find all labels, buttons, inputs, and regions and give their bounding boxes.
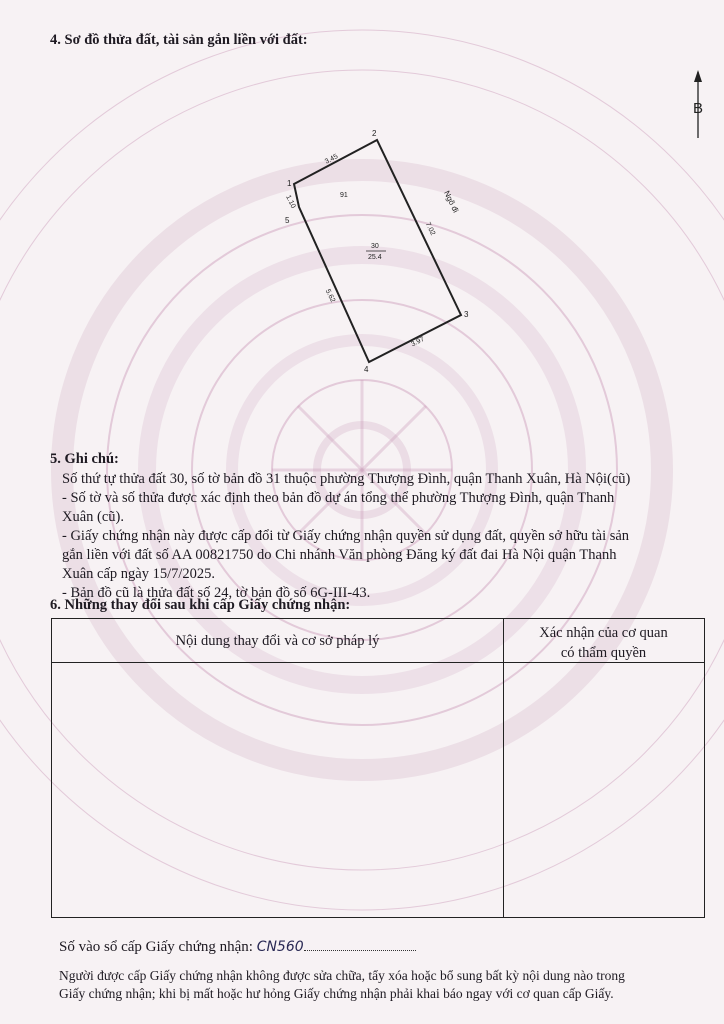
- vertex-2: 2: [372, 129, 377, 138]
- section-5-title: 5. Ghi chú:: [50, 451, 119, 467]
- section-6-title: 6. Những thay đổi sau khi cấp Giấy chứng nhận:: [50, 597, 351, 613]
- edge-1-2: 3.45: [323, 153, 340, 166]
- edge-4-5: 5.62: [323, 288, 337, 304]
- edge-2-3: 7.02: [423, 221, 437, 237]
- section-4-title: 4. Sơ đồ thửa đất, tài sản gắn liền với đất:: [50, 32, 308, 48]
- column-header-confirmation-line2: có thẩm quyền: [560, 645, 647, 661]
- note-line: - Số tờ và số thửa được xác định theo bản đồ dự án tổng thể phường Thượng Đình, quận Thanh: [62, 490, 615, 506]
- north-label: B: [693, 100, 704, 117]
- vertex-4: 4: [364, 365, 369, 374]
- register-line: [59, 939, 416, 956]
- footer-note-line-2: Giấy chứng nhận; khi bị mất hoặc hư hỏng Giấy chứng nhận phải khai báo ngay với cơ quan cấp Giấy.: [59, 986, 614, 1001]
- note-line: Xuân (cũ).: [62, 509, 125, 525]
- footer-note-line-1: Người được cấp Giấy chứng nhận không được sửa chữa, tẩy xóa hoặc bổ sung bất kỳ nội dung nào trong: [59, 968, 625, 983]
- register-label: Số vào sổ cấp Giấy chứng nhận:: [59, 939, 253, 955]
- parcel-area: 25.4: [368, 254, 382, 261]
- note-line: gắn liền với đất số AA 00821750 do Chi nhánh Văn phòng Đăng ký đất đai Hà Nội quận Thanh: [62, 547, 617, 563]
- column-header-content: Nội dung thay đổi và cơ sở pháp lý: [175, 633, 380, 649]
- edge-5-1: 1.10: [284, 194, 297, 210]
- neighbor-number: 91: [340, 192, 348, 199]
- changes-table: [51, 618, 705, 918]
- vertex-1: 1: [287, 179, 292, 188]
- register-dotted-line: [304, 939, 416, 951]
- note-line: Số thứ tự thửa đất 30, số tờ bản đồ 31 thuộc phường Thượng Đình, quận Thanh Xuân, Hà Nội(cũ): [62, 471, 631, 487]
- notes-block: [62, 470, 630, 603]
- column-header-confirmation: [503, 623, 704, 663]
- parcel-diagram: [0, 60, 724, 390]
- register-number: CN560: [256, 939, 304, 955]
- road-label: Ngõ đi: [442, 189, 461, 215]
- vertex-5: 5: [285, 216, 290, 225]
- column-header-confirmation-line1: Xác nhận của cơ quan: [539, 625, 668, 641]
- note-line: - Giấy chứng nhận này được cấp đổi từ Giấy chứng nhận quyền sử dụng đất, quyền sở hữu tài sản: [62, 528, 630, 544]
- note-line: - Bản đồ cũ là thửa đất số 24, tờ bản đồ số 6G-III-43.: [62, 585, 371, 601]
- parcel-number: 30: [371, 243, 379, 250]
- edge-3-4: 3.97: [410, 335, 426, 349]
- vertex-3: 3: [464, 310, 469, 319]
- note-line: Xuân cấp ngày 15/7/2025.: [62, 566, 216, 582]
